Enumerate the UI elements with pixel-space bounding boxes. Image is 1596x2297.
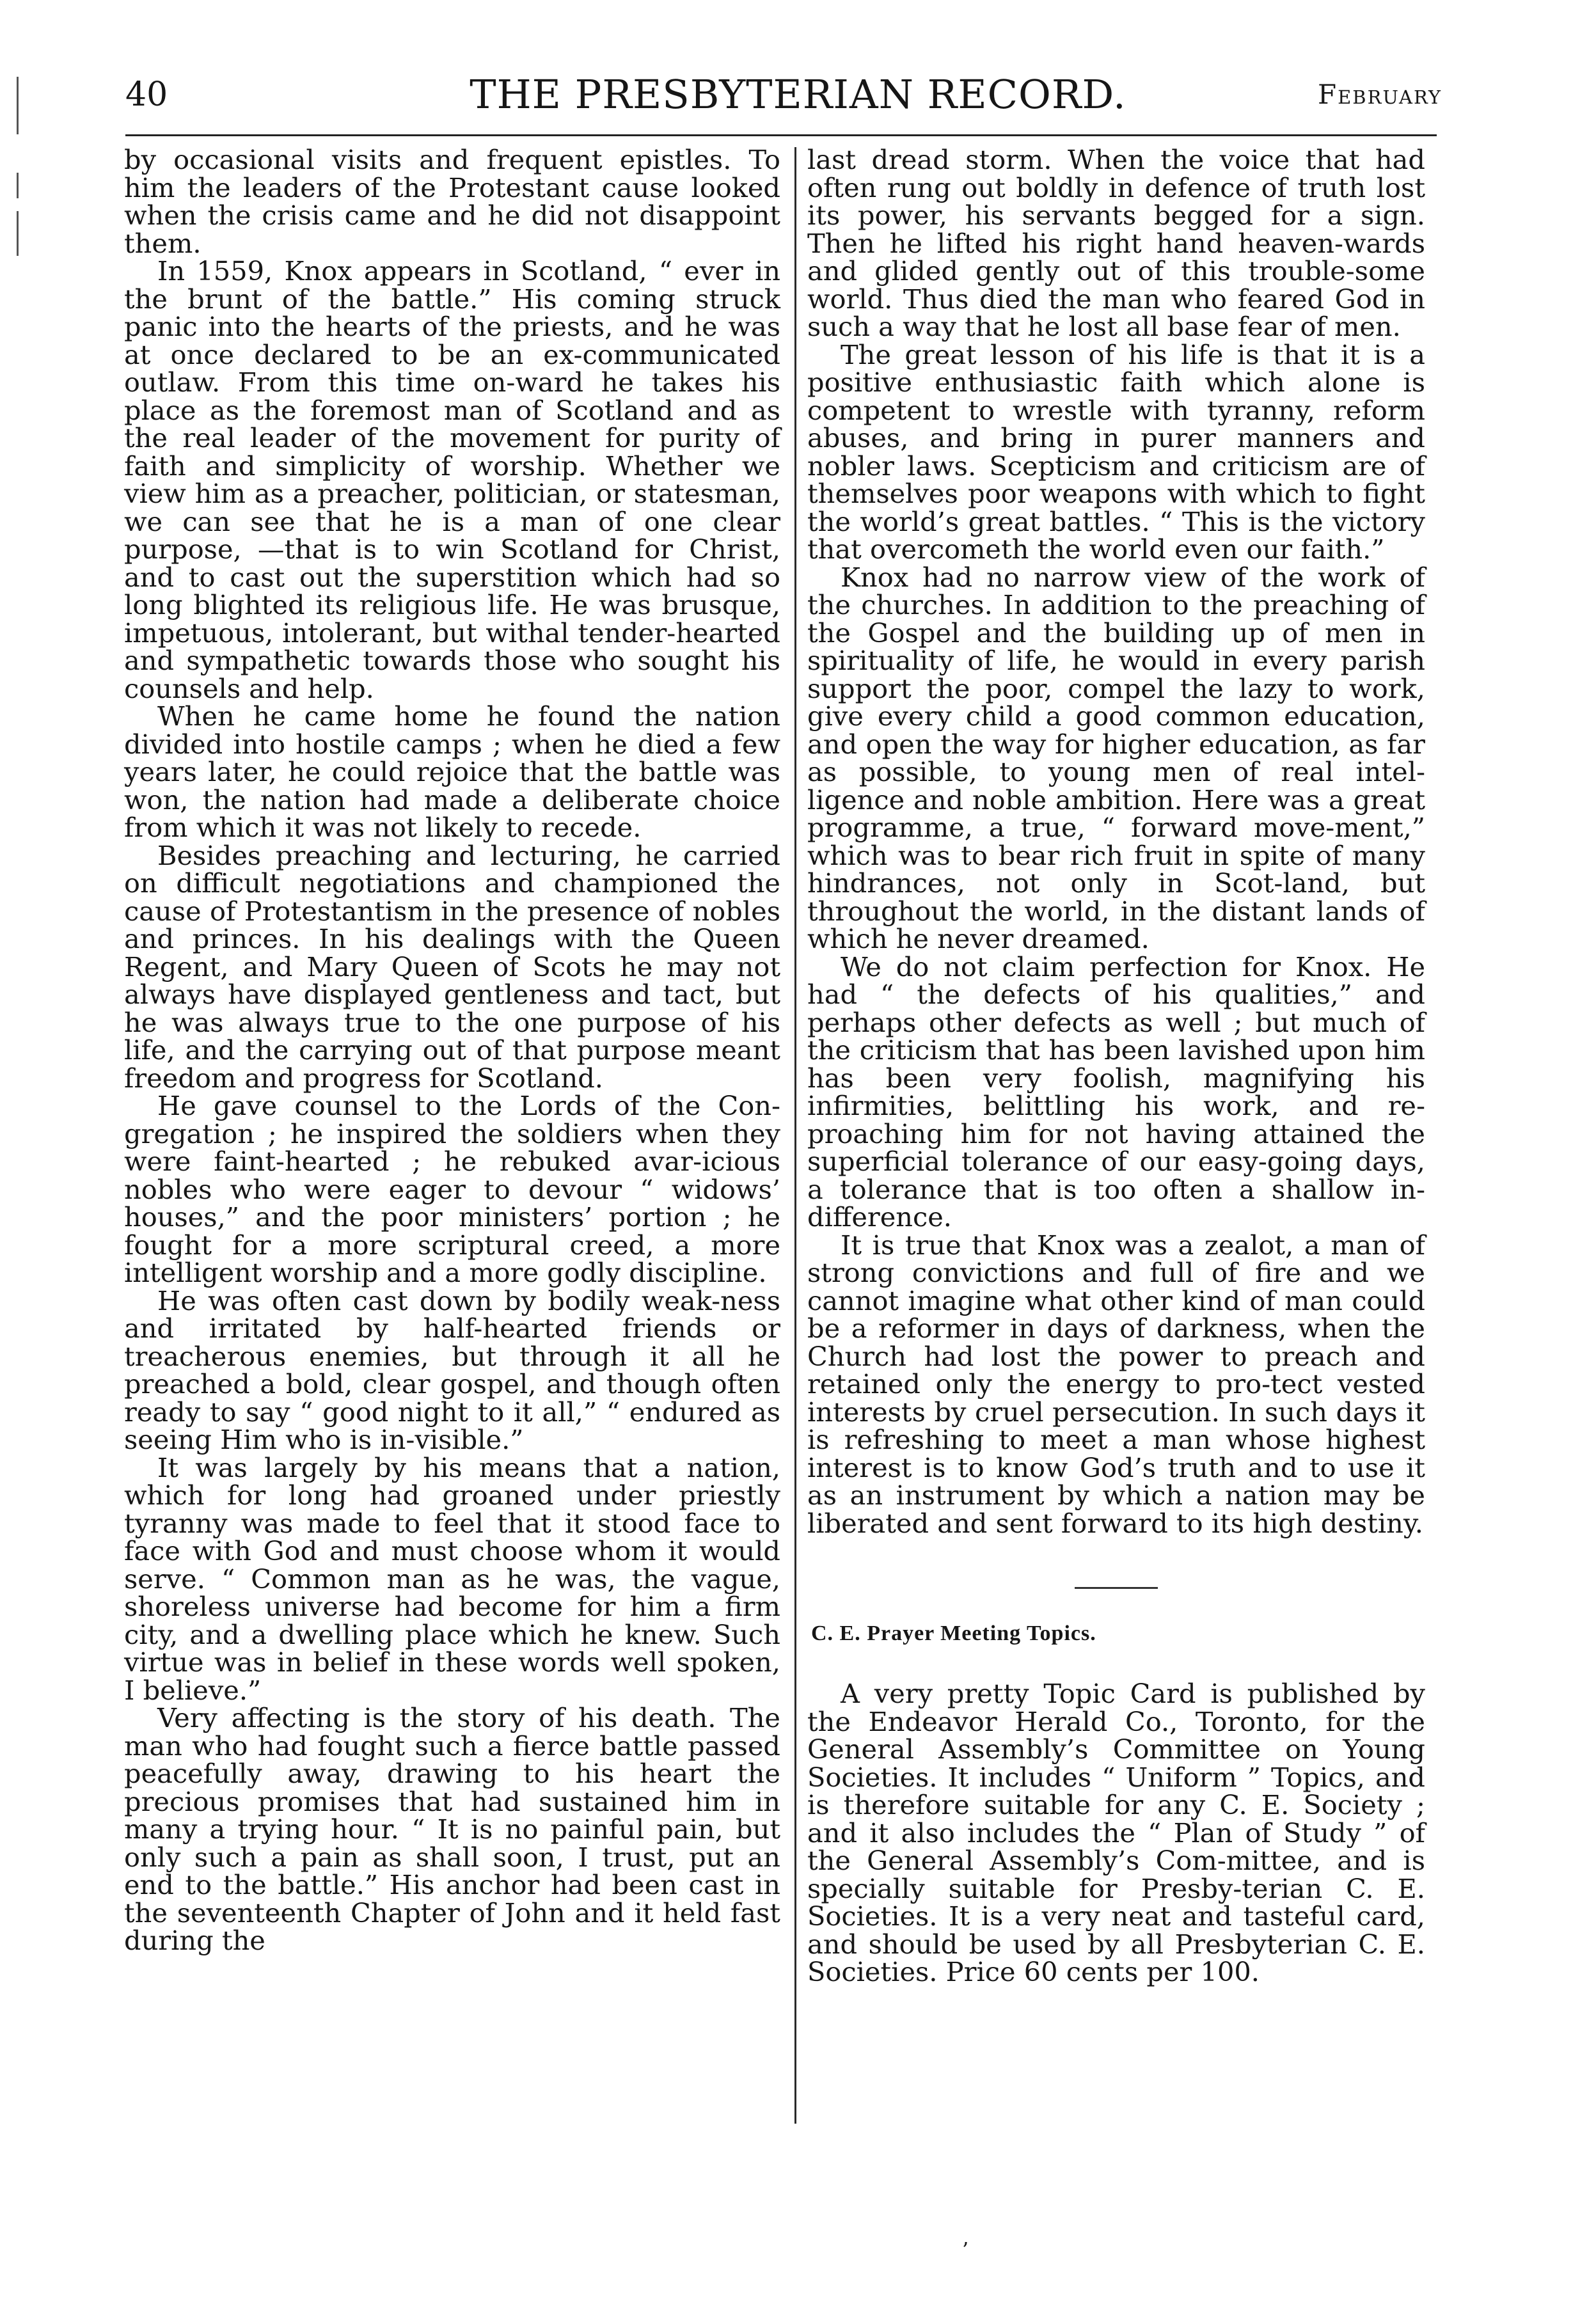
stray-mark: ’ xyxy=(962,2238,969,2262)
paragraph: The great lesson of his life is that it is a positive enthusiastic faith which alone is competent to wrestle with tyranny, reform abuses, and bring in purer manners and nobler laws. Scepticism and criticism are of themselves poor weapons with which to fight the world’s great battles. “ This is the victory that overcometh the world even our faith.” xyxy=(807,338,1425,565)
page-number: 40 xyxy=(125,75,168,114)
paragraph: by occasional visits and frequent epistles. To him the leaders of the Protestant cause looked when the crisis came and he did not disappoint them. xyxy=(124,144,780,259)
issue-month: February xyxy=(1318,79,1442,110)
binding-mark xyxy=(17,211,19,256)
paragraph: In 1559, Knox appears in Scotland, “ ever in the brunt of the battle.” His coming struck panic into the hearts of the priests, and he was at once declared to be an ex-communicated outlaw. From this time on-ward he takes his place as the foremost man of Scotland and as the real leader of the movement for purity of faith and simplicity of worship. Whether we view him as a preacher, politician, or statesman, we can see that he is a man of one clear purpose, —that is to win Scotland for Christ, and to cast out the superstition which had so long blighted its religious life. He was brusque, impetuous, intolerant, but withal tender-hearted and sympathetic towards those who sought his counsels and help. xyxy=(124,255,780,704)
paragraph: Knox had no narrow view of the work of the churches. In addition to the preaching of the Gospel and the building up of men in spirituality of life, he would in every parish support the poor, compel the lazy to work, give every child a good common education, and open the way for higher education, as far as possible, to young men of real intel-ligence and noble ambition. Here was a great programme, a true, “ forward move-ment,” which was to bear rich fruit in spite of many hindrances, not only in Scot-land, but throughout the world, in the distant lands of which he never dreamed. xyxy=(807,561,1425,954)
section-separator xyxy=(1075,1587,1158,1589)
publication-title: THE PRESBYTERIAN RECORD. xyxy=(470,71,1126,118)
paragraph: When he came home he found the nation divided into hostile camps ; when he died a few years later, he could rejoice that the battle was won, the nation had made a deliberate choice from which it was not likely to recede. xyxy=(124,700,780,843)
header-rule xyxy=(125,134,1437,136)
notice-body: A very pretty Topic Card is published by the Endeavor Herald Co., Toronto, for the General Assembly’s Committee on Young Societies. It includes “ Uniform ” Topics, and is therefore suitable for any C. E. Society ; and it also includes the “ Plan of Study ” of the General Assembly’s Com-mittee, and is specially suitable for Presby-terian C. E. Societies. It is a very neat and tasteful card, and should be used by all Presbyterian C. E. Societies. Price 60 cents per 100. xyxy=(807,1678,1425,1987)
paragraph: Very affecting is the story of his death. The man who had fought such a fierce battle passed peacefully away, drawing to his heart the precious promises that had sustained him in many a trying hour. “ It is no painful pain, but only such a pain as shall soon, I trust, put an end to the battle.” His anchor had been cast in the seventeenth Chapter of John and it held fast during the xyxy=(124,1702,780,1956)
notice-heading: C. E. Prayer Meeting Topics. xyxy=(811,1622,1096,1645)
left-column xyxy=(124,146,780,1955)
paragraph: He was often cast down by bodily weak-ness and irritated by half-hearted friends or treacherous enemies, but through it all he preached a bold, clear gospel, and though often ready to say “ good night to it all,” “ endured as seeing Him who is in-visible.” xyxy=(124,1284,780,1455)
paragraph: It is true that Knox was a zealot, a man of strong convictions and full of fire and we cannot imagine what other kind of man could be a reformer in days of darkness, when the Church had lost the power to preach and retained only the energy to pro-tect vested interests by cruel persecution. In such days it is refreshing to meet a man whose highest interest is to know God’s truth and to use it as an instrument by which a nation may be liberated and sent forward to its high destiny. xyxy=(807,1229,1425,1539)
paragraph: Besides preaching and lecturing, he carried on difficult negotiations and championed the cause of Protestantism in the presence of nobles and princes. In his dealings with the Queen Regent, and Mary Queen of Scots he may not always have displayed gentleness and tact, but he was always true to the one purpose of his life, and the carrying out of that purpose meant freedom and progress for Scotland. xyxy=(124,839,780,1094)
paragraph: last dread storm. When the voice that had often rung out boldly in defence of truth lost its power, his servants begged for a sign. Then he lifted his right hand heaven-wards and glided gently out of this trouble-some world. Thus died the man who feared God in such a way that he lost all base fear of men. xyxy=(807,144,1425,342)
paragraph: We do not claim perfection for Knox. He had “ the defects of his qualities,” and perhaps other defects as well ; but much of the criticism that has been lavished upon him has been very foolish, magnifying his infirmities, belittling his work, and re-proaching him for not having attained the superficial tolerance of our easy-going days, a tolerance that is too often a shallow in-difference. xyxy=(807,951,1425,1233)
column-divider xyxy=(794,147,796,2124)
right-column xyxy=(807,146,1425,1986)
binding-mark xyxy=(17,173,19,198)
paragraph: He gave counsel to the Lords of the Con-gregation ; he inspired the soldiers when they were faint-hearted ; he rebuked avar-icious nobles who were eager to devour “ widows’ houses,” and the poor ministers’ portion ; he fought for a more scriptural creed, a more intelligent worship and a more godly discipline. xyxy=(124,1090,780,1288)
paragraph: It was largely by his means that a nation, which for long had groaned under priestly tyranny was made to feel that it stood face to face with God and must choose whom it would serve. “ Common man as he was, the vague, shoreless universe had become for him a firm city, and a dwelling place which he knew. Such virtue was in belief in these words well spoken, I believe.” xyxy=(124,1451,780,1706)
